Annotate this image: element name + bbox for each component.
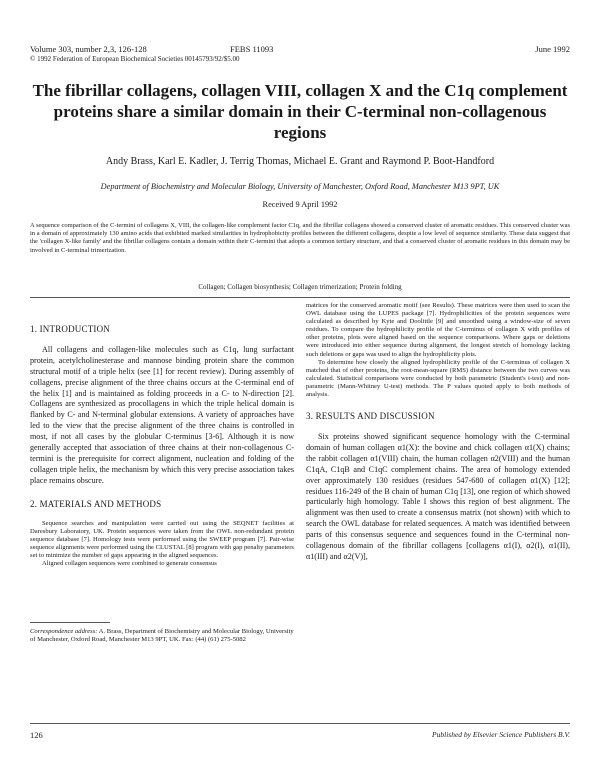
page-footer — [30, 730, 570, 740]
footnote-label: Correspondence address: — [30, 628, 98, 635]
affiliation: Department of Biochemistry and Molecular Biology, University of Manchester, Oxford Road, Manchester M13 9PT, UK — [100, 182, 500, 191]
results-heading: 3. RESULTS AND DISCUSSION — [306, 411, 435, 422]
abstract: A sequence comparison of the C-termini of collagens X, VIII, the collagen-like complement factor C1q, and the fibrillar collagens showed a conserved cluster of aromatic residues. This conserved cluster was in a domain of approximately 130 amino acids that exhibited marked similarities in hydrophobicity profiles between the different collagens, despite a low level of sequence similarity. These data suggest that the 'collagen X-like family' and the fibrillar collagens contain a domain within their C-termini that adopts a common tertiary structure, and that a conserved cluster of aromatic residues in this domain may be involved in C-terminal trimerization. — [30, 222, 570, 254]
methods-paragraph: Sequence searches and manipulation were carried out using the SEQNET facilities at Daresbury Laboratory, UK. Protein sequences were taken from the OWL non-redundant protein sequence database [7]. Homology tests were performed using the SWEEP program [7]. Pair-wise sequence alignments were performed using the CLUSTAL [8] program with gap penalty parameters set to minimize the number of gaps appearing in the aligned sequences. — [30, 519, 294, 559]
results-paragraph: Six proteins showed significant sequence homology with the C-terminal domain of human collagen α1(X): the bovine and chick collagen α1(X) chains; the rabbit collagen α1(VIII) chain, the human collagen α2(VIII) and the human C1qA, C1qB and C1qC complement chains. The area of homology extended over approximately 130 residues (residues 547-680 of collagen α1(X) [12]; residues 116-249 of the B chain of human C1q [13], one region of which showed particularly high homology. Table I shows this region of best alignment. The alignment was then used to create a consensus matrix (not shown) with which to search the OWL database for related sequences. A match was identified between parts of this consensus sequence and sequences found in the C-terminal non-collagenous domain of the fibrillar collagens [collagens α1(I), α2(I), α1(II), α1(III) and α2(V)], — [306, 432, 570, 561]
left-column — [30, 324, 294, 568]
febs-code: FEBS 11093 — [230, 44, 274, 54]
footnote-text: A. Brass, Department of Biochemistry and Molecular Biology, University of Manchester, Oxford Road, Manchester M13 9PT, UK. Fax: (44) (61) 275-5082 — [30, 628, 294, 644]
methods-heading: 2. MATERIALS AND METHODS — [30, 498, 162, 509]
methods-paragraph-2: Aligned collagen sequences were combined to generate consensus — [42, 560, 217, 568]
volume-info: Volume 303, number 2,3, 126-128 — [30, 44, 147, 54]
footnote — [30, 628, 294, 645]
issue-date: June 1992 — [535, 44, 570, 54]
intro-paragraph: All collagens and collagen-like molecules such as C1q, lung surfactant protein, acetylcholinesterase and mannose binding protein share the common structural motif of a triple helix (see [1] for recent review). During assembly of collagens, precise alignment of the three chains occurs at the C-terminal end of the helix [1] and is maintained as folding proceeds in a C- to N-direction [2]. Collagens are synthesized as procollagens in which the triple helical domain is flanked by C- and N-terminal globular extensions. A variety of approaches have led to the view that the precise alignment of the three chains is controlled in most, if not all cases by the globular C-terminus [3-6]. Although it is now generally accepted that association of three chains at their non-collagenous C-termini is the prerequisite for correct alignment, nucleation and folding of the collagen triple helix, the mechanism by which this very precise association takes place remains obscure. — [30, 344, 294, 485]
keywords: Collagen; Collagen biosynthesis; Collagen trimerization; Protein folding — [198, 283, 402, 291]
page-number: 126 — [30, 730, 43, 740]
author-list: Andy Brass, Karl E. Kadler, J. Terrig Thomas, Michael E. Grant and Raymond P. Boot-Handford — [105, 156, 495, 167]
article-title: The fibrillar collagens, collagen VIII, collagen X and the C1q complement proteins share a similar domain in their C-terminal non-collagenous regions — [32, 81, 568, 142]
methods-continued-2: To determine how closely the aligned hydrophilicity profile of the C-terminus of collagen X matched that of other proteins, the root-mean-square (RMS) distance between the two curves was calculated. Statistical comparisons were conducted by both parametric (Student's t-test) and non-parametric (Mann-Whitney U-test) methods. The P values quoted apply to both methods of analysis. — [306, 358, 570, 399]
methods-continued: matrices for the conserved aromatic motif (see Results). These matrices were then used to scan the OWL database using the LUPES package [7]. Hydrophilicities of the protein sequences were calculated as described by Kyte and Doolittle [9] and smoothed using a window-size of seven residues. To compare the hydrophilicity profile of the C-terminus of collagen X with profiles of other proteins, plots were aligned based on the sequence comparisons. Where gaps or deletions were introduced into either sequence during alignment, the longest stretch of homology lacking such deletions or gaps was used to align the hydrophilicity plots. — [306, 302, 570, 358]
copyright-line: © 1992 Federation of European Biochemical Societies 00145793/92/$5.00 — [30, 55, 240, 63]
section-divider — [30, 297, 570, 298]
intro-heading: 1. INTRODUCTION — [30, 324, 110, 334]
received-date: Received 9 April 1992 — [262, 200, 338, 209]
footnote-divider — [30, 622, 110, 623]
publisher-line: Published by Elsevier Science Publishers B.V. — [432, 730, 570, 739]
right-column — [306, 302, 570, 563]
footer-divider — [30, 723, 570, 724]
running-header — [30, 44, 570, 64]
